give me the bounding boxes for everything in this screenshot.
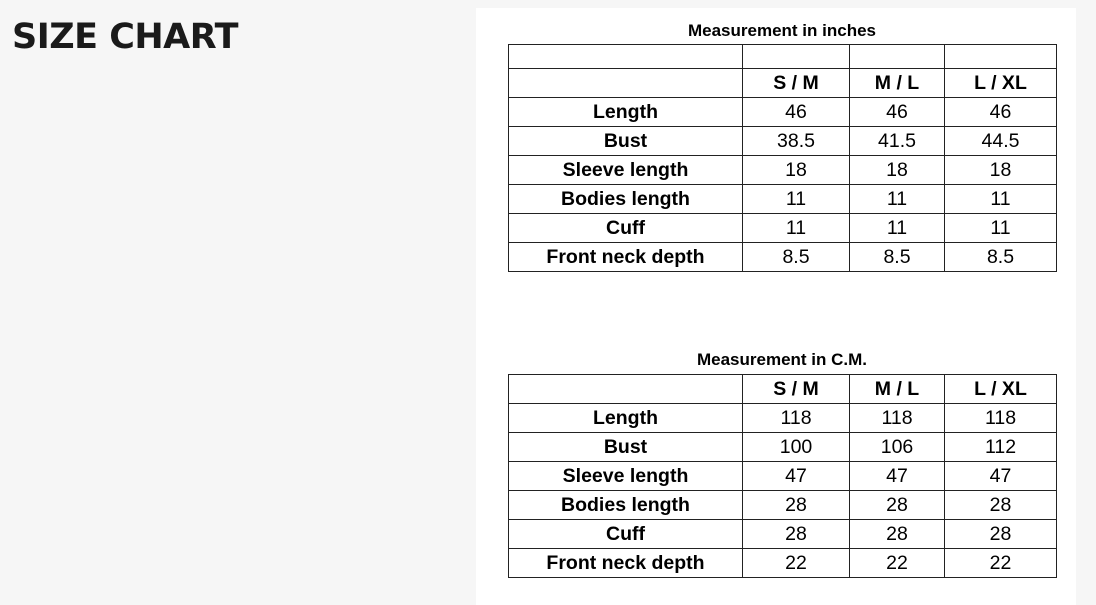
table-row bbox=[509, 98, 1057, 127]
table-cell: 47 bbox=[743, 462, 850, 491]
table-cell: 11 bbox=[743, 185, 850, 214]
table-cell: 18 bbox=[743, 156, 850, 185]
row-label: Length bbox=[509, 404, 743, 433]
table-cell: 46 bbox=[945, 98, 1057, 127]
row-label: Length bbox=[509, 98, 743, 127]
row-label: Bust bbox=[509, 433, 743, 462]
column-header-l-xl: L / XL bbox=[945, 69, 1057, 98]
row-label: Cuff bbox=[509, 520, 743, 549]
table-cell: 118 bbox=[945, 404, 1057, 433]
row-label: Front neck depth bbox=[509, 549, 743, 578]
table-cell: 8.5 bbox=[743, 243, 850, 272]
inches-table-caption: Measurement in inches bbox=[687, 21, 876, 40]
empty-cell bbox=[945, 45, 1057, 69]
table-cell: 22 bbox=[945, 549, 1057, 578]
table-spacer-row bbox=[509, 45, 1057, 69]
empty-cell bbox=[850, 45, 945, 69]
table-cell: 46 bbox=[743, 98, 850, 127]
table-row bbox=[509, 214, 1057, 243]
row-label: Bodies length bbox=[509, 491, 743, 520]
column-header-s-m: S / M bbox=[743, 375, 850, 404]
table-cell: 11 bbox=[743, 214, 850, 243]
cm-size-table bbox=[508, 374, 1057, 578]
table-row bbox=[509, 243, 1057, 272]
row-label: Front neck depth bbox=[509, 243, 743, 272]
table-cell: 112 bbox=[945, 433, 1057, 462]
column-header-m-l: M / L bbox=[850, 69, 945, 98]
table-cell: 11 bbox=[850, 214, 945, 243]
table-cell: 28 bbox=[945, 491, 1057, 520]
cm-table-caption: Measurement in C.M. bbox=[696, 350, 868, 369]
table-cell: 106 bbox=[850, 433, 945, 462]
table-cell: 28 bbox=[850, 520, 945, 549]
table-cell: 118 bbox=[743, 404, 850, 433]
header-corner-cell bbox=[509, 375, 743, 404]
table-cell: 41.5 bbox=[850, 127, 945, 156]
table-cell: 22 bbox=[850, 549, 945, 578]
table-row bbox=[509, 462, 1057, 491]
table-row bbox=[509, 127, 1057, 156]
row-label: Cuff bbox=[509, 214, 743, 243]
table-cell: 28 bbox=[743, 520, 850, 549]
table-row bbox=[509, 433, 1057, 462]
table-row bbox=[509, 185, 1057, 214]
row-label: Sleeve length bbox=[509, 156, 743, 185]
column-header-s-m: S / M bbox=[743, 69, 850, 98]
table-row bbox=[509, 491, 1057, 520]
table-cell: 8.5 bbox=[850, 243, 945, 272]
inches-size-table bbox=[508, 44, 1057, 272]
table-cell: 18 bbox=[945, 156, 1057, 185]
table-cell: 28 bbox=[743, 491, 850, 520]
table-row bbox=[509, 404, 1057, 433]
table-cell: 22 bbox=[743, 549, 850, 578]
page-title: SIZE CHART bbox=[12, 17, 239, 57]
column-header-l-xl: L / XL bbox=[945, 375, 1057, 404]
table-row bbox=[509, 520, 1057, 549]
table-header-row bbox=[509, 375, 1057, 404]
table-cell: 100 bbox=[743, 433, 850, 462]
header-corner-cell bbox=[509, 69, 743, 98]
row-label: Sleeve length bbox=[509, 462, 743, 491]
table-cell: 11 bbox=[945, 185, 1057, 214]
table-header-row bbox=[509, 69, 1057, 98]
empty-cell bbox=[743, 45, 850, 69]
table-cell: 118 bbox=[850, 404, 945, 433]
table-cell: 11 bbox=[945, 214, 1057, 243]
table-cell: 44.5 bbox=[945, 127, 1057, 156]
table-cell: 47 bbox=[850, 462, 945, 491]
table-cell: 46 bbox=[850, 98, 945, 127]
table-row bbox=[509, 156, 1057, 185]
empty-cell bbox=[509, 45, 743, 69]
table-cell: 28 bbox=[850, 491, 945, 520]
table-cell: 11 bbox=[850, 185, 945, 214]
table-cell: 8.5 bbox=[945, 243, 1057, 272]
column-header-m-l: M / L bbox=[850, 375, 945, 404]
table-cell: 28 bbox=[945, 520, 1057, 549]
row-label: Bodies length bbox=[509, 185, 743, 214]
table-cell: 38.5 bbox=[743, 127, 850, 156]
table-cell: 47 bbox=[945, 462, 1057, 491]
table-row bbox=[509, 549, 1057, 578]
row-label: Bust bbox=[509, 127, 743, 156]
table-cell: 18 bbox=[850, 156, 945, 185]
size-chart-panel bbox=[476, 8, 1076, 605]
